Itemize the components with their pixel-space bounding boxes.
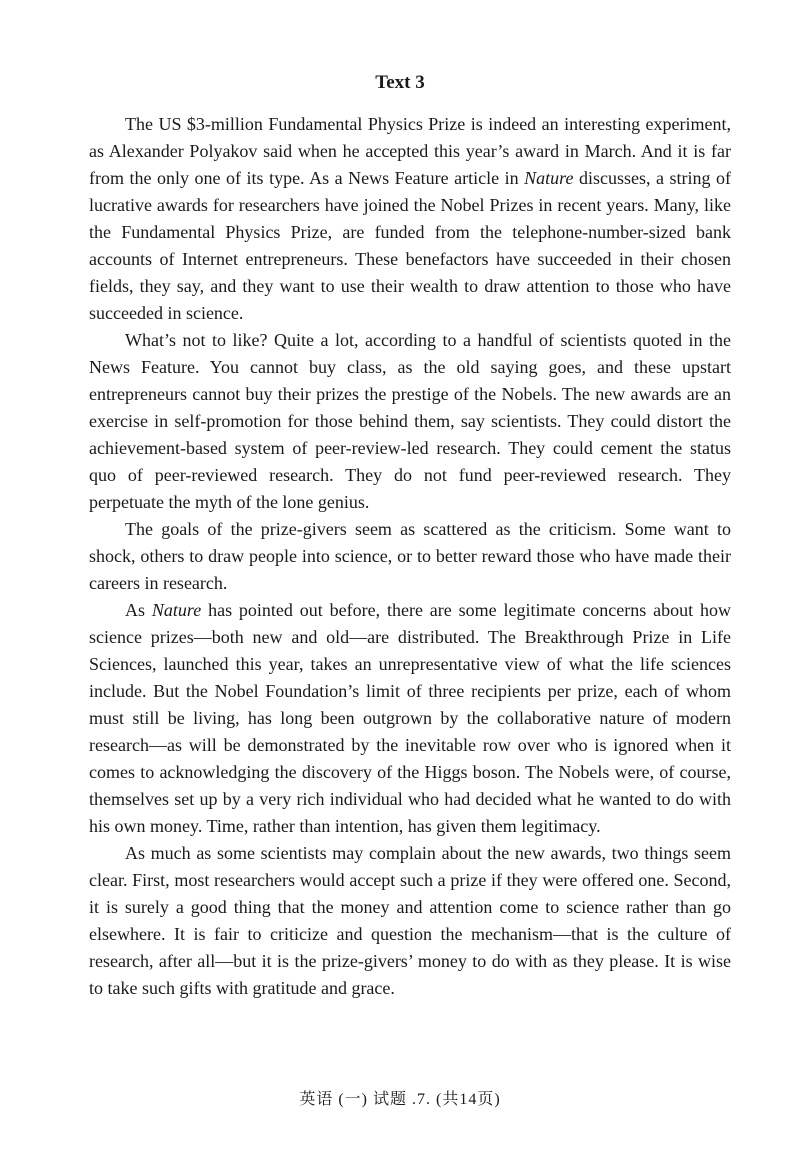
italic-journal-name: Nature: [524, 168, 574, 188]
italic-journal-name: Nature: [151, 600, 202, 620]
paragraph-1: The US $3-million Fundamental Physics Prize is indeed an interesting experiment, as Alexander Polyakov said when he accepted this year’s award in March. And it is far from the only one of its type. As a News Feature article in Nature discusses, a string of lucrative awards for researchers have joined the Nobel Prizes in recent years. Many, like the Fundamental Physics Prize, are funded from the telephone-number-sized bank accounts of Internet entrepreneurs. These benefactors have succeeded in their chosen fields, they say, and they want to use their wealth to draw attention to those who have succeeded in science.: [89, 114, 731, 323]
paragraph-3: The goals of the prize-givers seem as scattered as the criticism. Some want to shock, others to draw people into science, or to better reward those who have made their careers in research.: [89, 519, 731, 593]
paragraph-4: As Nature has pointed out before, there are some legitimate concerns about how science prizes—both new and old—are distributed. The Breakthrough Prize in Life Sciences, launched this year, takes an unrepresentative view of what the life sciences include. But the Nobel Foundation’s limit of three recipients per prize, each of whom must still be living, has long been outgrown by the collaborative nature of modern research—as will be demonstrated by the inevitable row over who is ignored when it comes to acknowledging the discovery of the Higgs boson. The Nobels were, of course, themselves set up by a very rich individual who had decided what he wanted to do with his own money. Time, rather than intention, has given them legitimacy.: [89, 600, 731, 836]
passage-body: [89, 111, 731, 1002]
section-title: Text 3: [375, 72, 425, 93]
paragraph-2: What’s not to like? Quite a lot, according to a handful of scientists quoted in the News Feature. You cannot buy class, as the old saying goes, and these upstart entrepreneurs cannot buy their prizes the prestige of the Nobels. The new awards are an exercise in self-promotion for those behind them, say scientists. They could distort the achievement-based system of peer-review-led research. They could cement the status quo of peer-reviewed research. They do not fund peer-reviewed research. They perpetuate the myth of the lone genius.: [89, 330, 731, 512]
paragraph-5: As much as some scientists may complain about the new awards, two things seem clear. First, most researchers would accept such a prize if they were offered one. Second, it is surely a good thing that the money and attention come to science rather than go elsewhere. It is fair to criticize and question the mechanism—that is the culture of research, after all—but it is the prize-givers’ money to do with as they please. It is wise to take such gifts with gratitude and grace.: [89, 843, 731, 998]
page-footer: 英语 (一) 试题 .7. (共14页): [299, 1091, 501, 1108]
